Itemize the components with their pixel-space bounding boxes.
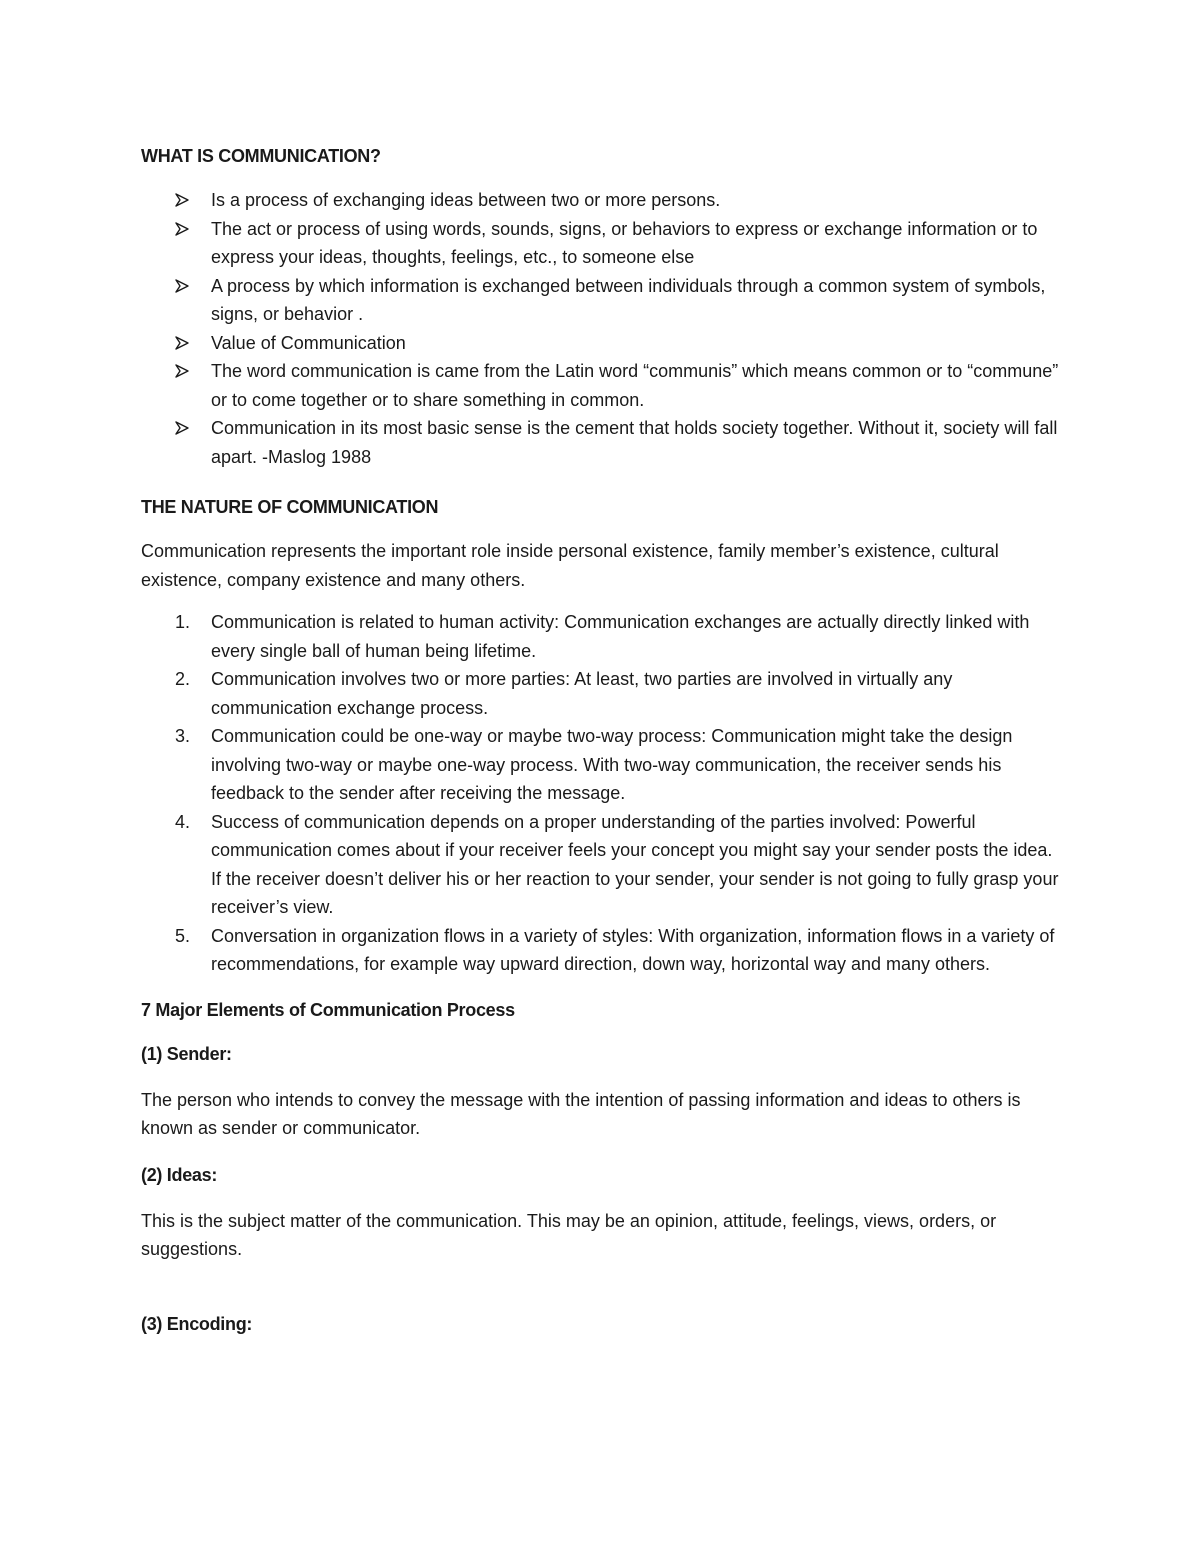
numbered-item: [141, 608, 1066, 665]
section-title-major-elements: 7 Major Elements of Communication Process: [141, 999, 515, 1020]
item-number: 2.: [175, 669, 191, 689]
bullet-text: Value of Communication: [211, 332, 406, 353]
sender-paragraph: The person who intends to convey the message with the intention of passing information and ideas to others is known as sender or communicator.: [141, 1089, 1021, 1138]
subheading-encoding: (3) Encoding:: [141, 1313, 253, 1334]
item-number: 4.: [175, 811, 191, 832]
bullet-text: Is a process of exchanging ideas between two or more persons.: [211, 190, 721, 210]
item-text: Communication could be one-way or maybe two-way process: Communication might take the design involving two-way or maybe one-way process. With two-way communication, the receiver sends his feedback to the sender after receiving the message.: [211, 726, 1013, 803]
subheading-ideas: (2) Ideas:: [141, 1164, 218, 1185]
arrowhead-bullet-icon: [175, 193, 189, 207]
bullet-text: The word communication is came from the Latin word “communis” which means common or to “commune” or to come together or to share something in common.: [211, 361, 1059, 410]
item-number: 3.: [175, 726, 191, 746]
item-number: 5.: [175, 925, 191, 946]
item-text: Communication involves two or more parties: At least, two parties are involved in virtually any communication exchange process.: [211, 669, 953, 718]
bullet-item: [141, 329, 1066, 358]
definition-bullet-list: [141, 186, 1066, 471]
document-content: [141, 142, 1066, 1338]
bullet-item: [141, 357, 1066, 414]
item-number: 1.: [175, 612, 191, 632]
arrowhead-bullet-icon: [175, 364, 189, 378]
arrowhead-bullet-icon: [175, 279, 189, 293]
nature-numbered-list: [141, 608, 1066, 979]
numbered-item: [141, 665, 1066, 722]
arrowhead-bullet-icon: [175, 222, 189, 236]
numbered-item: [141, 722, 1066, 808]
bullet-item: [141, 215, 1066, 272]
bullet-item: [141, 414, 1066, 471]
item-text: Success of communication depends on a proper understanding of the parties involved: Powerful communication comes about if your receiver feels your concept you might say your sender posts the idea. If the receiver doesn’t deliver his or her reaction to your sender, your sender is not going to fully grasp your receiver’s view.: [211, 811, 1059, 917]
item-text: Communication is related to human activity: Communication exchanges are actually directly linked with every single ball of human being lifetime.: [211, 612, 1030, 661]
numbered-item: [141, 922, 1066, 979]
section-title-nature-of-communication: THE NATURE OF COMMUNICATION: [141, 497, 439, 517]
bullet-text: Communication in its most basic sense is the cement that holds society together. Without it, society will fall apart. -Maslog 1988: [211, 418, 1058, 467]
bullet-text: The act or process of using words, sounds, signs, or behaviors to express or exchange information or to express your ideas, thoughts, feelings, etc., to someone else: [211, 218, 1038, 267]
section-title-what-is-communication: WHAT IS COMMUNICATION?: [141, 146, 381, 166]
nature-intro-paragraph: Communication represents the important role inside personal existence, family member’s existence, cultural existence, company existence and many others.: [141, 541, 999, 590]
bullet-item: [141, 272, 1066, 329]
arrowhead-bullet-icon: [175, 421, 189, 435]
bullet-item: [141, 186, 1066, 215]
numbered-item: [141, 808, 1066, 922]
ideas-paragraph: This is the subject matter of the communication. This may be an opinion, attitude, feelings, views, orders, or suggestions.: [141, 1210, 997, 1259]
subheading-sender: (1) Sender:: [141, 1043, 232, 1064]
item-text: Conversation in organization flows in a variety of styles: With organization, information flows in a variety of recommendations, for example way upward direction, down way, horizontal way and many others.: [211, 925, 1055, 974]
arrowhead-bullet-icon: [175, 336, 189, 350]
bullet-text: A process by which information is exchanged between individuals through a common system of symbols, signs, or behavior .: [211, 275, 1046, 324]
